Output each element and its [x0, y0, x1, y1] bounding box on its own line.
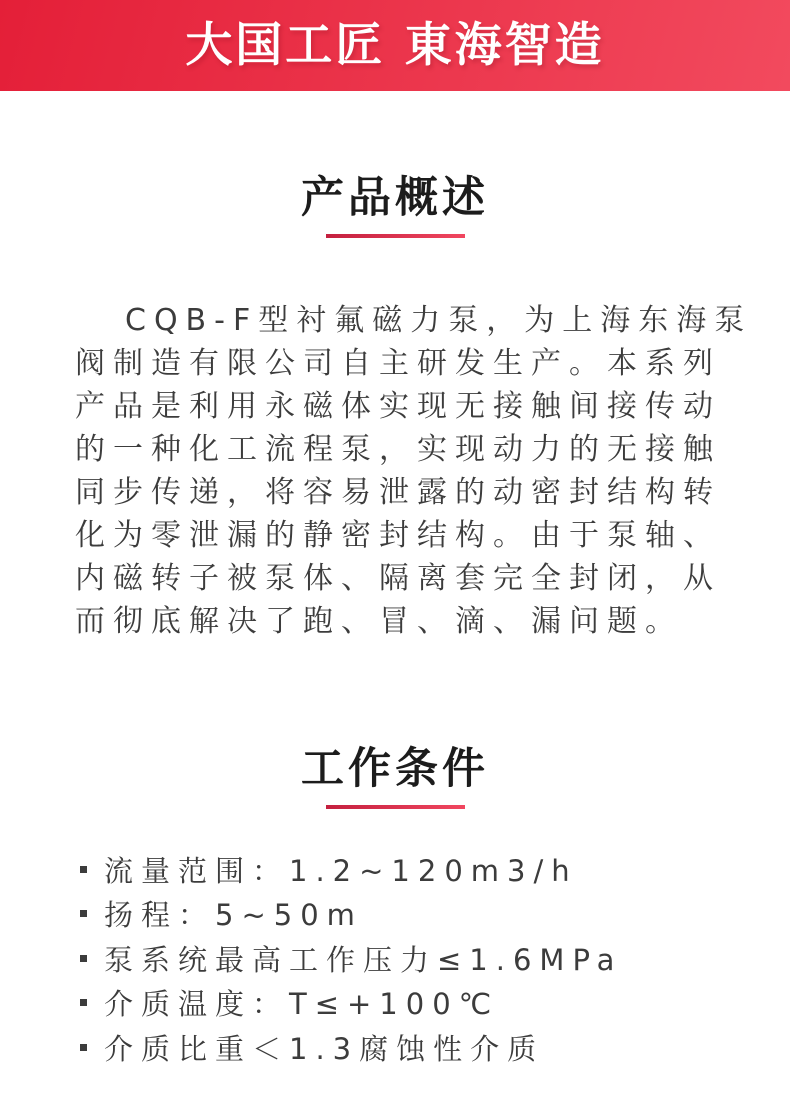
list-item [80, 936, 790, 981]
conditions-title-underline [326, 805, 465, 809]
bullet-icon [80, 955, 87, 962]
list-item [80, 847, 790, 892]
overview-title-underline [326, 234, 465, 238]
overview-title: 产品概述 [301, 173, 489, 223]
list-item [80, 1025, 790, 1070]
condition-text: 泵系统最高工作压力≤1.6MPa [104, 942, 623, 977]
paragraph-line: 同步传递，将容易泄露的动密封结构转 [75, 475, 721, 510]
list-item [80, 981, 790, 1026]
conditions-list [80, 847, 790, 1070]
paragraph-line: CQB-F型衬氟磁力泵，为上海东海泵 [125, 303, 753, 338]
top-banner [0, 0, 790, 91]
conditions-section [0, 744, 790, 1070]
bullet-icon [80, 1044, 87, 1051]
bullet-icon [80, 866, 87, 873]
condition-text: 介质温度：T≤+100℃ [104, 987, 500, 1022]
paragraph-line: 内磁转子被泵体、隔离套完全封闭，从 [75, 561, 721, 596]
conditions-title: 工作条件 [301, 744, 489, 794]
condition-text: 流量范围：1.2~120m3/h [104, 853, 578, 888]
paragraph-line: 而彻底解决了跑、冒、滴、漏问题。 [75, 604, 683, 639]
paragraph-line: 阀制造有限公司自主研发生产。本系列 [75, 346, 721, 381]
list-item [80, 892, 790, 937]
bullet-icon [80, 910, 87, 917]
condition-text: 扬程：5~50m [104, 898, 363, 933]
bullet-icon [80, 999, 87, 1006]
paragraph-line: 的一种化工流程泵，实现动力的无接触 [75, 432, 721, 467]
paragraph-line: 产品是利用永磁体实现无接触间接传动 [75, 389, 721, 424]
banner-title: 大国工匠 東海智造 [185, 18, 605, 73]
overview-paragraph [75, 299, 753, 643]
overview-section [0, 173, 790, 643]
condition-text: 介质比重＜1.3腐蚀性介质 [104, 1031, 545, 1066]
paragraph-line: 化为零泄漏的静密封结构。由于泵轴、 [75, 518, 721, 553]
